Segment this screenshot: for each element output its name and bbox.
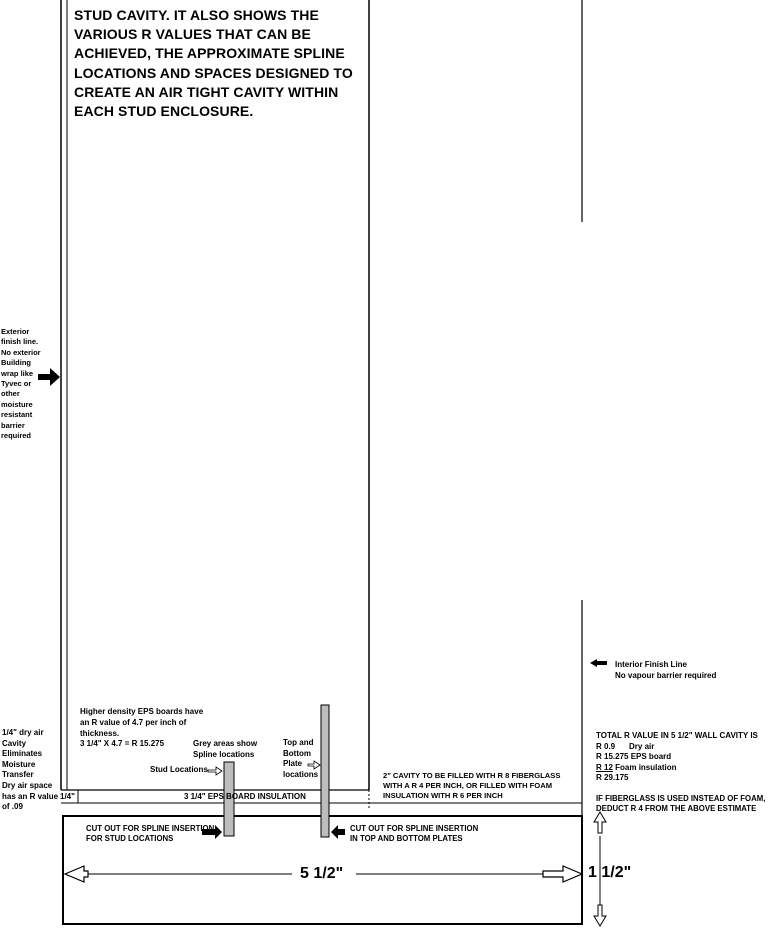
note-line: 2" CAVITY TO BE FILLED WITH R 8 FIBERGLASS: [383, 771, 561, 780]
depth-arrow-down-icon: [594, 905, 606, 926]
note-line: IF FIBERGLASS IS USED INSTEAD OF FOAM,: [596, 794, 766, 803]
r-desc: Foam insulation: [615, 762, 677, 772]
note-line: an R value of 4.7 per inch of: [80, 717, 187, 727]
note-line: CUT OUT FOR SPLINE INSERTION: [86, 824, 215, 833]
interior-arrow-icon: [590, 659, 607, 667]
note-line: Transfer: [2, 770, 34, 780]
width-arrow-left-icon: [65, 866, 88, 882]
plate-spline: [321, 705, 329, 837]
note-line: finish line.: [1, 337, 39, 347]
total-r-value-note: [596, 731, 758, 784]
note-line: of .09: [2, 802, 23, 812]
note-line: resistant: [1, 410, 33, 420]
header-line: CREATE AN AIR TIGHT CAVITY WITHIN: [74, 83, 339, 100]
r-value: R 15.275: [596, 752, 629, 762]
note-line: Dry air space: [2, 780, 53, 790]
note-line: Eliminates: [2, 749, 43, 759]
note-line: Exterior: [1, 327, 30, 336]
note-line: thickness.: [80, 728, 120, 738]
note-line: Tyvec or: [1, 379, 32, 389]
header-line: STUD CAVITY. IT ALSO SHOWS THE: [74, 7, 319, 23]
exterior-arrow-icon: [38, 368, 60, 386]
cutout-plate-arrow-icon: [331, 825, 345, 839]
note-line: Top and: [283, 738, 314, 747]
note-line: Bottom: [283, 748, 311, 758]
stud-locations-label: Stud Locations: [150, 765, 208, 774]
note-line: Interior Finish Line: [615, 660, 688, 669]
r-total-value: R 29.175: [596, 773, 629, 783]
depth-dimension-label: 1 1/2": [588, 864, 632, 881]
quarter-inch-label: 1/4": [60, 792, 75, 801]
note-line: 3 1/4" X 4.7 = R 15.275: [80, 739, 165, 749]
header-line: ACHIEVED, THE APPROXIMATE SPLINE: [74, 45, 345, 62]
r-desc: EPS board: [630, 752, 672, 762]
note-line: No exterior: [1, 347, 41, 357]
note-line: WITH A R 4 PER INCH, OR FILLED WITH FOAM: [383, 781, 553, 791]
note-line: Cavity: [2, 738, 27, 748]
eps-density-note: [80, 707, 203, 750]
cutout-plate-note: [350, 824, 478, 844]
r-row: [596, 752, 758, 763]
note-line: Plate: [283, 759, 303, 769]
cavity-fill-note: [383, 771, 560, 802]
note-line: barrier: [1, 420, 25, 430]
note-line: moisture: [1, 399, 33, 409]
depth-arrow-up-icon: [594, 812, 606, 833]
note-line: Grey areas show: [193, 739, 258, 748]
note-line: INSULATION WITH R 6 PER INCH: [383, 791, 503, 801]
note-line: locations: [283, 769, 319, 779]
note-line: Spline locations: [193, 749, 255, 759]
header-line: VARIOUS R VALUES THAT CAN BE: [74, 26, 311, 43]
r-row: [596, 742, 758, 753]
note-line: FOR STUD LOCATIONS: [86, 834, 174, 844]
note-line: wrap like: [1, 368, 34, 378]
note-line: Building: [1, 358, 31, 368]
r-value: R 0.9: [596, 741, 616, 751]
note-line: 1/4" dry air: [2, 728, 44, 737]
total-r-title: TOTAL R VALUE IN 5 1/2" WALL CAVITY IS: [596, 731, 758, 740]
header-description: [74, 6, 353, 121]
r-value: R 12: [596, 762, 613, 772]
air-cavity-note: [2, 728, 58, 813]
grey-areas-note: [193, 739, 257, 760]
header-line: LOCATIONS AND SPACES DESIGNED TO: [74, 64, 353, 81]
note-line: Higher density EPS boards have: [80, 707, 204, 716]
fiberglass-note: [596, 794, 765, 815]
interior-finish-note: [615, 659, 716, 681]
r-desc: Dry air: [629, 741, 655, 751]
r-row: [596, 763, 758, 774]
width-dimension-label: 5 1/2": [300, 865, 344, 882]
stud-locations-arrow-icon: [208, 767, 222, 775]
width-arrow-right-icon: [543, 866, 582, 882]
note-line: Moisture: [2, 759, 36, 769]
note-line: IN TOP AND BOTTOM PLATES: [350, 834, 463, 844]
header-line: EACH STUD ENCLOSURE.: [74, 103, 254, 120]
cutout-stud-note: [86, 824, 214, 844]
note-line: DEDUCT R 4 FROM THE ABOVE ESTIMATE: [596, 804, 757, 814]
note-line: CUT OUT FOR SPLINE INSERTION: [350, 824, 479, 833]
exterior-finish-note: [1, 327, 41, 441]
note-line: required: [1, 431, 32, 441]
note-line: No vapour barrier required: [615, 671, 717, 680]
r-row: [596, 773, 758, 784]
note-line: other: [1, 389, 20, 399]
note-line: has an R value: [2, 791, 59, 801]
top-bottom-plate-note: [283, 738, 318, 780]
eps-board-label: 3 1/4" EPS BOARD INSULATION: [184, 792, 306, 801]
